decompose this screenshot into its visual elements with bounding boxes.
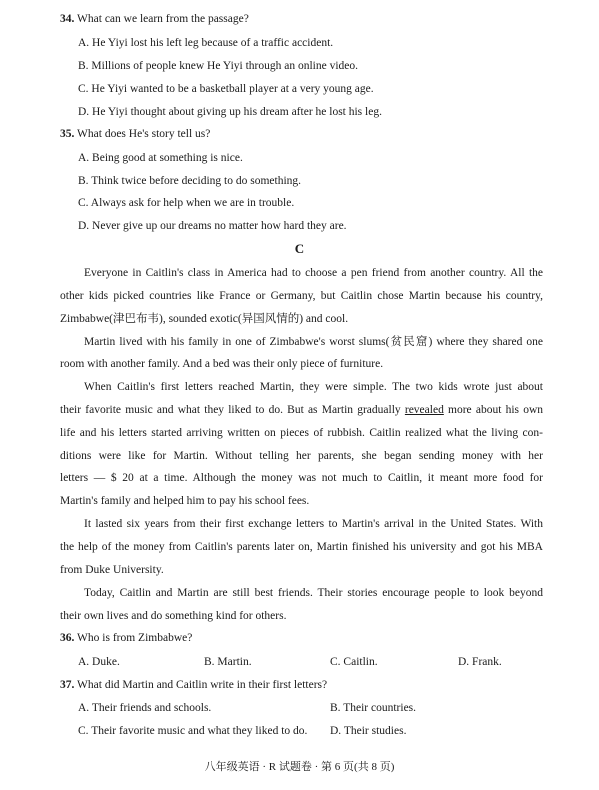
passage-line: other kids picked countries like France or Germany, but Caitlin chose Martin because his country,	[60, 290, 543, 302]
q35-option-b: B. Think twice before deciding to do something.	[78, 175, 302, 187]
question-number: 36.	[60, 632, 75, 644]
page-footer: 八年级英语 · R 试题卷 · 第 6 页(共 8 页)	[204, 761, 395, 773]
question-35-stem	[60, 127, 210, 141]
q37-option-c: C. Their favorite music and what they liked to do.	[78, 725, 308, 737]
passage-line: from Duke University.	[60, 564, 164, 576]
passage-line: Martin's family and helped him to pay his school fees.	[60, 495, 310, 507]
question-text: What does He's story tell us?	[77, 128, 211, 140]
question-34-stem	[60, 12, 249, 26]
passage-line: letters — $ 20 at a time. Although the money was not much to Caitlin, it meant more food for	[60, 472, 543, 484]
passage-line: ditions were like for Martin. Without telling her parents, she began sending money with her	[60, 450, 543, 462]
passage-line: When Caitlin's first letters reached Martin, they were simple. The two kids wrote just about	[84, 381, 543, 393]
q37-option-d: D. Their studies.	[330, 725, 407, 737]
question-36-stem	[60, 631, 192, 645]
q35-option-d: D. Never give up our dreams no matter how hard they are.	[78, 220, 347, 232]
passage-line: Martin lived with his family in one of Zimbabwe's worst slums(贫民窟) where they shared one	[84, 336, 543, 348]
q37-option-a: A. Their friends and schools.	[78, 702, 212, 714]
underlined-word: revealed	[404, 404, 444, 416]
q34-option-d: D. He Yiyi thought about giving up his dream after he lost his leg.	[78, 106, 382, 118]
passage-line: It lasted six years from their first exchange letters to Martin's arrival in the United States. With	[84, 518, 543, 530]
passage-line: their own lives and do something kind for others.	[60, 610, 287, 622]
passage-line: Zimbabwe(津巴布韦), sounded exotic(异国风情的) and cool.	[60, 313, 349, 325]
section-title: C	[294, 241, 305, 256]
question-number: 35.	[60, 128, 75, 140]
q36-option-b: B. Martin.	[204, 656, 252, 668]
q34-option-a: A. He Yiyi lost his left leg because of a traffic accident.	[78, 37, 334, 49]
q34-option-b: B. Millions of people knew He Yiyi through an online video.	[78, 60, 359, 72]
passage-line: Today, Caitlin and Martin are still best friends. Their stories encourage people to look beyond	[84, 587, 543, 599]
passage-line: the help of the money from Caitlin's parents later on, Martin finished his university and got his MBA	[60, 541, 543, 553]
question-text: What did Martin and Caitlin write in their first letters?	[77, 679, 328, 691]
q35-option-a: A. Being good at something is nice.	[78, 152, 243, 164]
passage-line: room with another family. And a bed was their only piece of furniture.	[60, 358, 384, 370]
q34-option-c: C. He Yiyi wanted to be a basketball player at a very young age.	[78, 83, 374, 95]
passage-line: life and his letters started arriving written on pieces of rubbish. Caitlin realized what the living con-	[60, 427, 543, 439]
passage-line	[60, 403, 543, 417]
q36-option-d: D. Frank.	[458, 656, 502, 668]
passage-text: their favorite music and what they liked to do. But as Martin gradually	[60, 404, 401, 416]
q35-option-c: C. Always ask for help when we are in trouble.	[78, 197, 295, 209]
passage-text: more about his own	[448, 404, 544, 416]
question-text: Who is from Zimbabwe?	[77, 632, 193, 644]
question-number: 37.	[60, 679, 75, 691]
question-text: What can we learn from the passage?	[77, 13, 249, 25]
q36-option-c: C. Caitlin.	[330, 656, 378, 668]
passage-line: Everyone in Caitlin's class in America had to choose a pen friend from another country. All the	[84, 267, 543, 279]
q37-option-b: B. Their countries.	[330, 702, 417, 714]
q36-option-a: A. Duke.	[78, 656, 120, 668]
question-37-stem	[60, 678, 327, 692]
question-number: 34.	[60, 13, 75, 25]
